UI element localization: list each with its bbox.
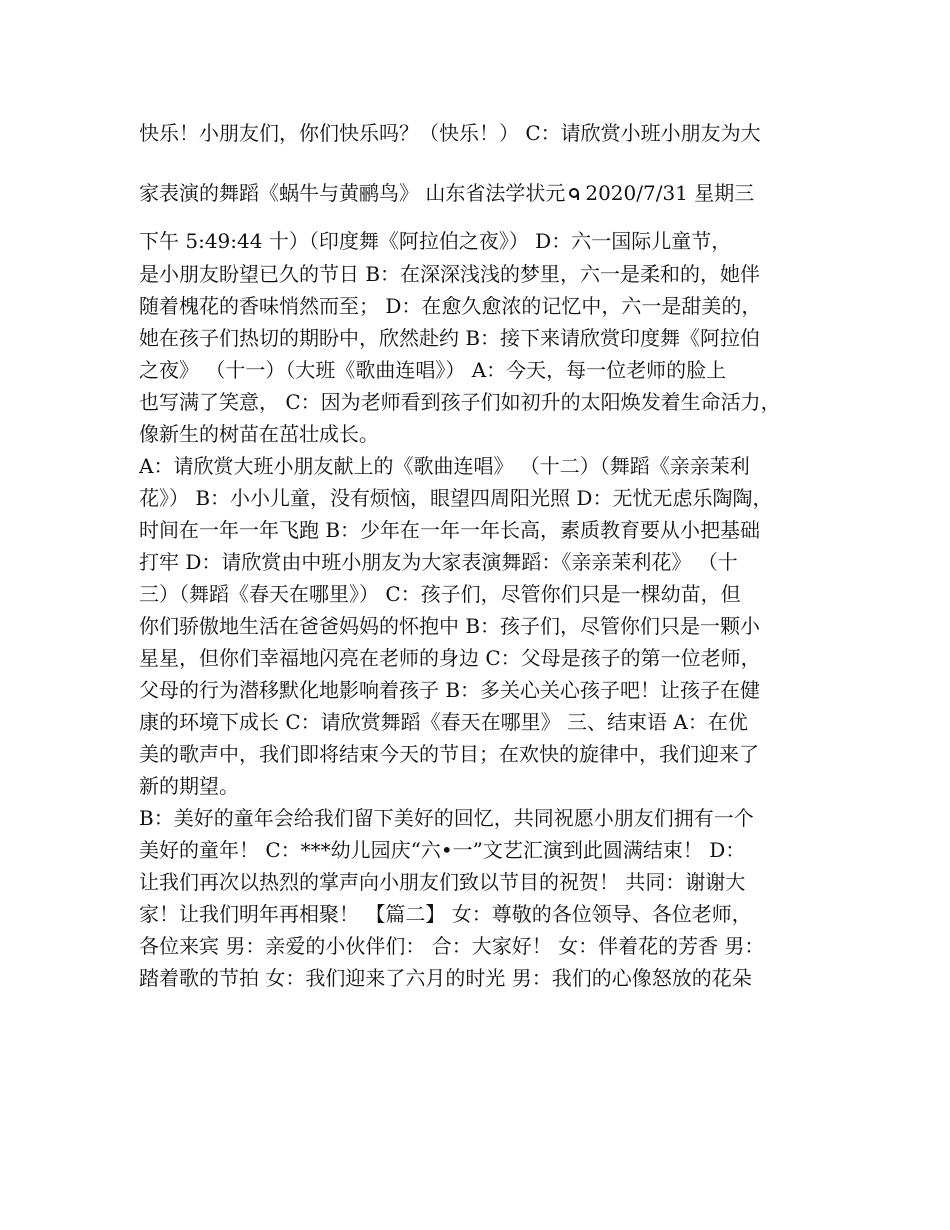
text-line-01: 快乐！小朋友们，你们快乐吗？（快乐！） C：请欣赏小班小朋友为大 bbox=[139, 121, 761, 145]
text-line-11: 花》） B：小小儿童，没有烦恼，眼望四周阳光照 D：无忧无虑乐陶陶， bbox=[139, 486, 773, 510]
text-line-16: 星星，但你们幸福地闪亮在老师的身边 C：父母是孩子的第一位老师， bbox=[139, 646, 761, 670]
text-line-10: A：请欣赏大班小朋友献上的《歌曲连唱》 （十二）（舞蹈《亲亲茉利 bbox=[139, 454, 750, 478]
text-line-13: 打牢 D：请欣赏由中班小朋友为大家表演舞蹈：《亲亲茉利花》 （十 bbox=[139, 550, 738, 574]
small-logo-icon bbox=[567, 187, 581, 201]
text-line-24: 家！让我们明年再相聚！ 【篇二】 女：尊敬的各位领导、各位老师， bbox=[139, 902, 752, 926]
text-line-08: 也写满了笑意， C：因为老师看到孩子们如初升的太阳焕发着生命活力， bbox=[139, 390, 781, 414]
text-line-17: 父母的行为潜移默化地影响着孩子 B：多关心关心孩子吧！让孩子在健 bbox=[139, 678, 761, 702]
text-line-20: 新的期望。 bbox=[139, 774, 239, 798]
text-line-19: 美的歌声中，我们即将结束今天的节目；在欢快的旋律中，我们迎来了 bbox=[139, 742, 759, 766]
text-line-14: 三）（舞蹈《春天在哪里》） C：孩子们，尽管你们只是一棵幼苗，但 bbox=[139, 582, 741, 606]
text-line-02-part1: 家表演的舞蹈《蜗牛与黄鹂鸟》 山东省法学状元 bbox=[139, 181, 566, 205]
text-line-02 bbox=[139, 181, 829, 205]
text-line-18: 康的环境下成长 C：请欣赏舞蹈《春天在哪里》 三、结束语 A：在优 bbox=[139, 710, 748, 734]
text-line-21: B：美好的童年会给我们留下美好的回忆，共同祝愿小朋友们拥有一个 bbox=[139, 806, 754, 830]
text-line-09: 像新生的树苗在茁壮成长。 bbox=[139, 422, 379, 446]
text-line-03: 下午 5:49:44 十）（印度舞《阿拉伯之夜》） D：六一国际儿童节， bbox=[139, 229, 732, 253]
text-line-06: 她在孩子们热切的期盼中，欣然赴约 B：接下来请欣赏印度舞《阿拉伯 bbox=[139, 326, 761, 350]
text-line-12: 时间在一年一年飞跑 B：少年在一年一年长高，素质教育要从小把基础 bbox=[139, 518, 761, 542]
text-line-26: 踏着歌的节拍 女：我们迎来了六月的时光 男：我们的心像怒放的花朵 bbox=[139, 966, 752, 990]
text-line-23: 让我们再次以热烈的掌声向小朋友们致以节目的祝贺！ 共同：谢谢大 bbox=[139, 870, 746, 894]
text-line-05: 随着槐花的香味悄然而至； D：在愈久愈浓的记忆中，六一是甜美的， bbox=[139, 294, 762, 318]
text-line-02-part2: 2020/7/31 星期三 bbox=[585, 181, 755, 205]
text-line-15: 你们骄傲地生活在爸爸妈妈的怀抱中 B：孩子们，尽管你们只是一颗小 bbox=[139, 614, 761, 638]
text-line-22: 美好的童年！ C：***幼儿园庆“六•一”文艺汇演到此圆满结束！ D： bbox=[139, 838, 746, 862]
text-line-04: 是小朋友盼望已久的节日 B：在深深浅浅的梦里，六一是柔和的，她伴 bbox=[139, 262, 761, 286]
text-line-25: 各位来宾 男：亲爱的小伙伴们： 合：大家好！ 女：伴着花的芳香 男： bbox=[139, 934, 765, 958]
text-line-07: 之夜》 （十一）（大班《歌曲连唱》） A：今天，每一位老师的脸上 bbox=[139, 358, 727, 382]
